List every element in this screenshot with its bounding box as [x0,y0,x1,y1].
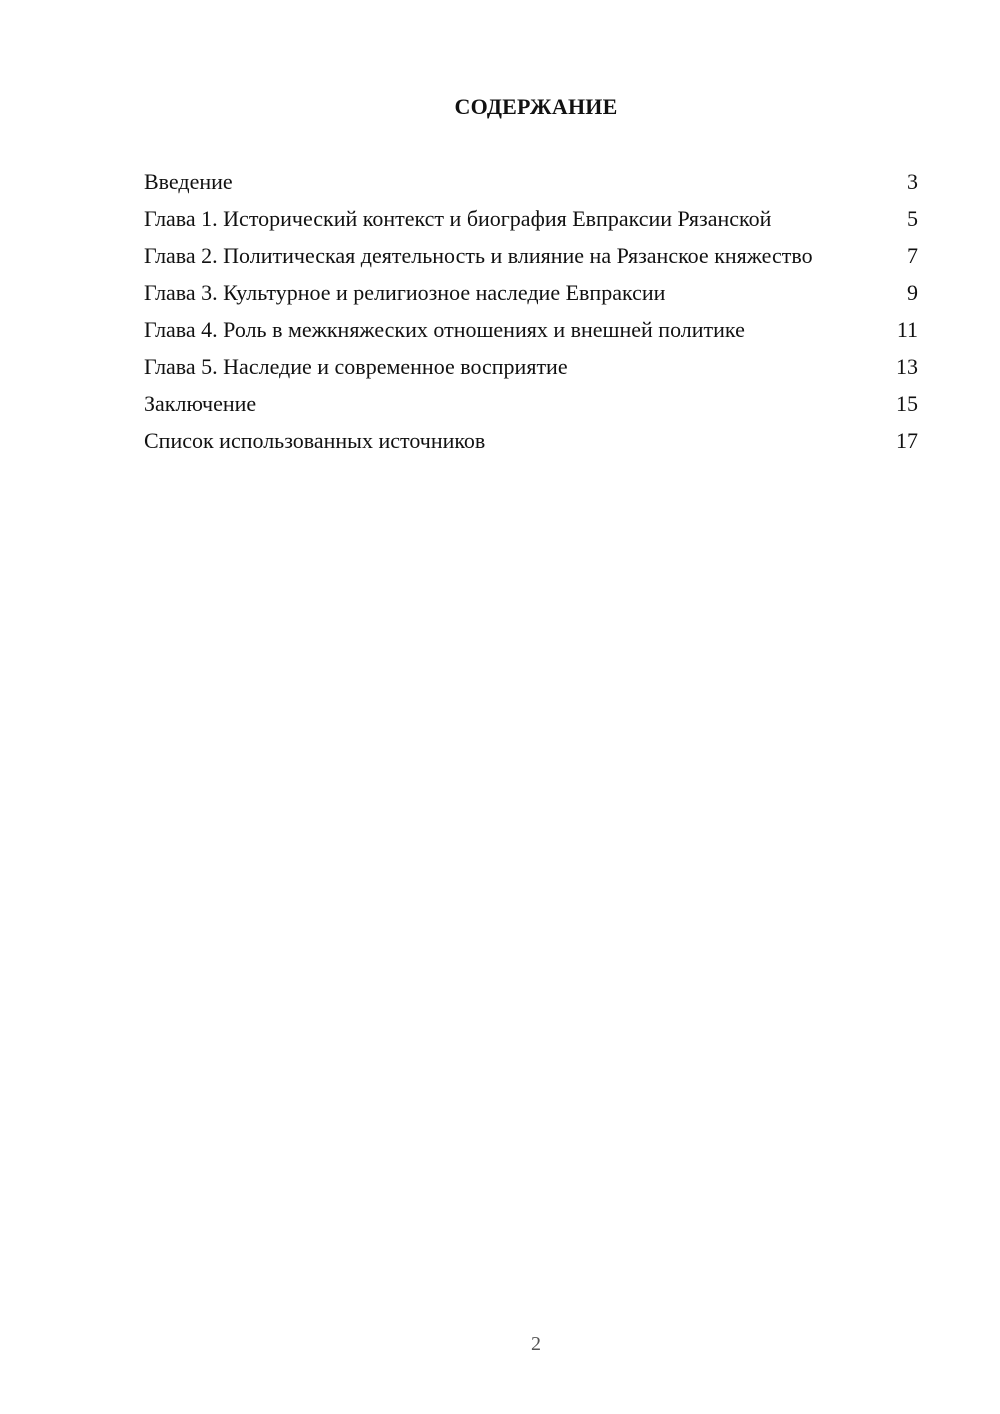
toc-entry [144,316,918,343]
toc-entry-page: 3 [907,169,918,194]
toc-entry [144,390,918,417]
toc-entry-page: 7 [907,243,918,268]
toc-entry-title: Глава 2. Политическая деятельность и влияние на Рязанское княжество [144,243,813,268]
toc-entry [144,353,918,380]
toc-entry-title: Глава 1. Исторический контекст и биография Евпраксии Рязанской [144,206,772,231]
toc-entry-title: Введение [144,169,233,194]
toc-entry-page: 17 [896,428,918,453]
toc-entry-title: Глава 3. Культурное и религиозное наследие Евпраксии [144,280,666,305]
toc-entry [144,427,918,454]
toc-entry-page: 5 [907,206,918,231]
toc-entry-title: Глава 5. Наследие и современное восприятие [144,354,568,379]
toc-entry-title: Глава 4. Роль в межкняжеских отношениях и внешней политике [144,317,745,342]
toc-entry-page: 11 [896,317,918,342]
toc-entry [144,242,918,269]
table-of-contents [144,168,918,464]
toc-heading: СОДЕРЖАНИЕ [454,94,618,119]
toc-entry [144,205,918,232]
toc-entry-page: 15 [896,391,918,416]
page-number: 2 [531,1333,541,1355]
toc-entry [144,279,918,306]
toc-entry-title: Список использованных источников [144,428,486,453]
toc-entry-title: Заключение [144,391,257,416]
toc-entry-page: 9 [907,280,918,305]
toc-entry [144,168,918,195]
toc-entry-page: 13 [896,354,918,379]
